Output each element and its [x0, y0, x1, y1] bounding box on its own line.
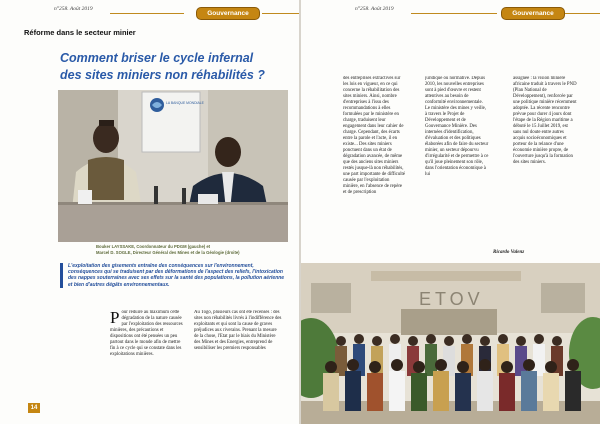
author-signature: Ricardo Valenz	[493, 250, 525, 255]
header-rule	[262, 13, 299, 14]
caption-line-2: Marcel D. SOGLE, Directeur Général des Mines et de la Géologie (droite)	[96, 250, 240, 255]
article-column-2-text: Au Togo, plusieurs cas ont été recensés : des sites non réhabilités livrés à l'indifférence des exploitants et qui sont la cause de graves préjudices aux riverains. Prenant la mesure de la chose, l'Etat par le biais du Ministère des Mines et des Energies, entreprend de sensibiliser les premiers responsables	[194, 310, 282, 351]
article-column-3	[343, 76, 405, 262]
header-rule	[565, 13, 600, 14]
caption-line-1: Bouker LAYSSAKE, Coordonnateur du PDGM (gauche) et	[96, 244, 211, 249]
header-rule	[110, 13, 184, 14]
building-lettering: ETOV	[419, 289, 484, 309]
officials-photo-illustration	[58, 90, 288, 242]
issue-label: n°258. Août 2019	[355, 6, 394, 12]
issue-label: n°258. Août 2019	[54, 6, 93, 12]
drop-cap: P	[110, 310, 120, 327]
article-column-3-text: des entreprises extractives sur les lois en vigueur, en ce qui concerne la réhabilitation des sites miniers. Ainsi, nombre d'entreprises à l'issu des recommandations à elles formulées par le ministère en charge, traduisent leur engagement dans leur cahier de charge. Cependant, des écarts entre la parole et l'acte, il en existe... Des sites miniers ponctuent dans un état de dégradation avancée, de même que des anciens sites miniers restés jusque-là non réhabilités, une part importante de difficulté causée par l'exploitation minière, en l'absence de repère et de prescription	[343, 76, 405, 195]
article-column-4	[425, 76, 489, 262]
kicker: Réforme dans le secteur minier	[24, 28, 136, 37]
headline-line-1: Comment briser le cycle infernal	[60, 51, 254, 65]
article-column-5-text: assignée : la vision minière africaine traduit à travers le PND (Plan National de Développement), renforcée par une politique minière récemment adoptée. La récente rencontre prévue pour durer 4 jours dont l'étape de la Région maritime a débuté le 15 Juillet 2019, est sans nul doute entre autres acquis socioéconomiques et porteur de la relance d'une économie minière propre, de l'ouverture jusqu'à la formation des sites miniers.	[513, 76, 577, 165]
left-page	[0, 0, 299, 424]
lead-paragraph: L'exploitation des gisements entraîne des conséquences sur l'environnement, conséquences qui se traduisent par des déformations de l'aspect des reliefs, l'intoxication des nappes souterraines avec ses effets sur la santé des populations, la pollution aérienne et bien d'autres dégâts environnementaux.	[60, 263, 286, 288]
article-column-2	[194, 310, 282, 410]
article-column-1-text: our réduire au maximum cette dégradation de la nature causée par l'exploitation des ressources minières, des précautions et dispositions ont été pensées un peu partout dans le monde afin de mettre fin à ce cycle qui se constate dans les exploitations minières.	[110, 310, 183, 357]
group-photo-illustration	[301, 263, 600, 424]
header-rule	[411, 13, 497, 14]
headline-line-2: des sites miniers non réhabilités ?	[60, 68, 265, 82]
page-number: 14	[28, 403, 40, 413]
article-column-1	[110, 310, 186, 410]
rubric-badge: Gouvernance	[196, 7, 260, 20]
article-column-5	[513, 76, 577, 248]
officials-photo	[58, 90, 288, 242]
group-photo	[301, 263, 600, 424]
right-page	[301, 0, 600, 424]
banner-text: LA BANQUE MONDIALE	[166, 101, 204, 105]
photo-caption	[96, 244, 292, 256]
article-column-4-text: juridique ou normative. Depuis 2010, les nouvelles entreprises sont à pied d'œuvre et restent attentives au besoin de conformité environnementale. Le ministère des mines y veille, à travers le Projet de Développement et de Gouvernance Minière. Des internées d'identification, d'évaluation et des politiques élaborées afin de faire du secteur minier, un secteur dépourvu d'irrégularité et de permettre à ce qu'il joue pleinement son rôle, dans l'orientation économique à lui	[425, 76, 489, 177]
rubric-badge: Gouvernance	[501, 7, 565, 20]
headline	[60, 50, 292, 84]
